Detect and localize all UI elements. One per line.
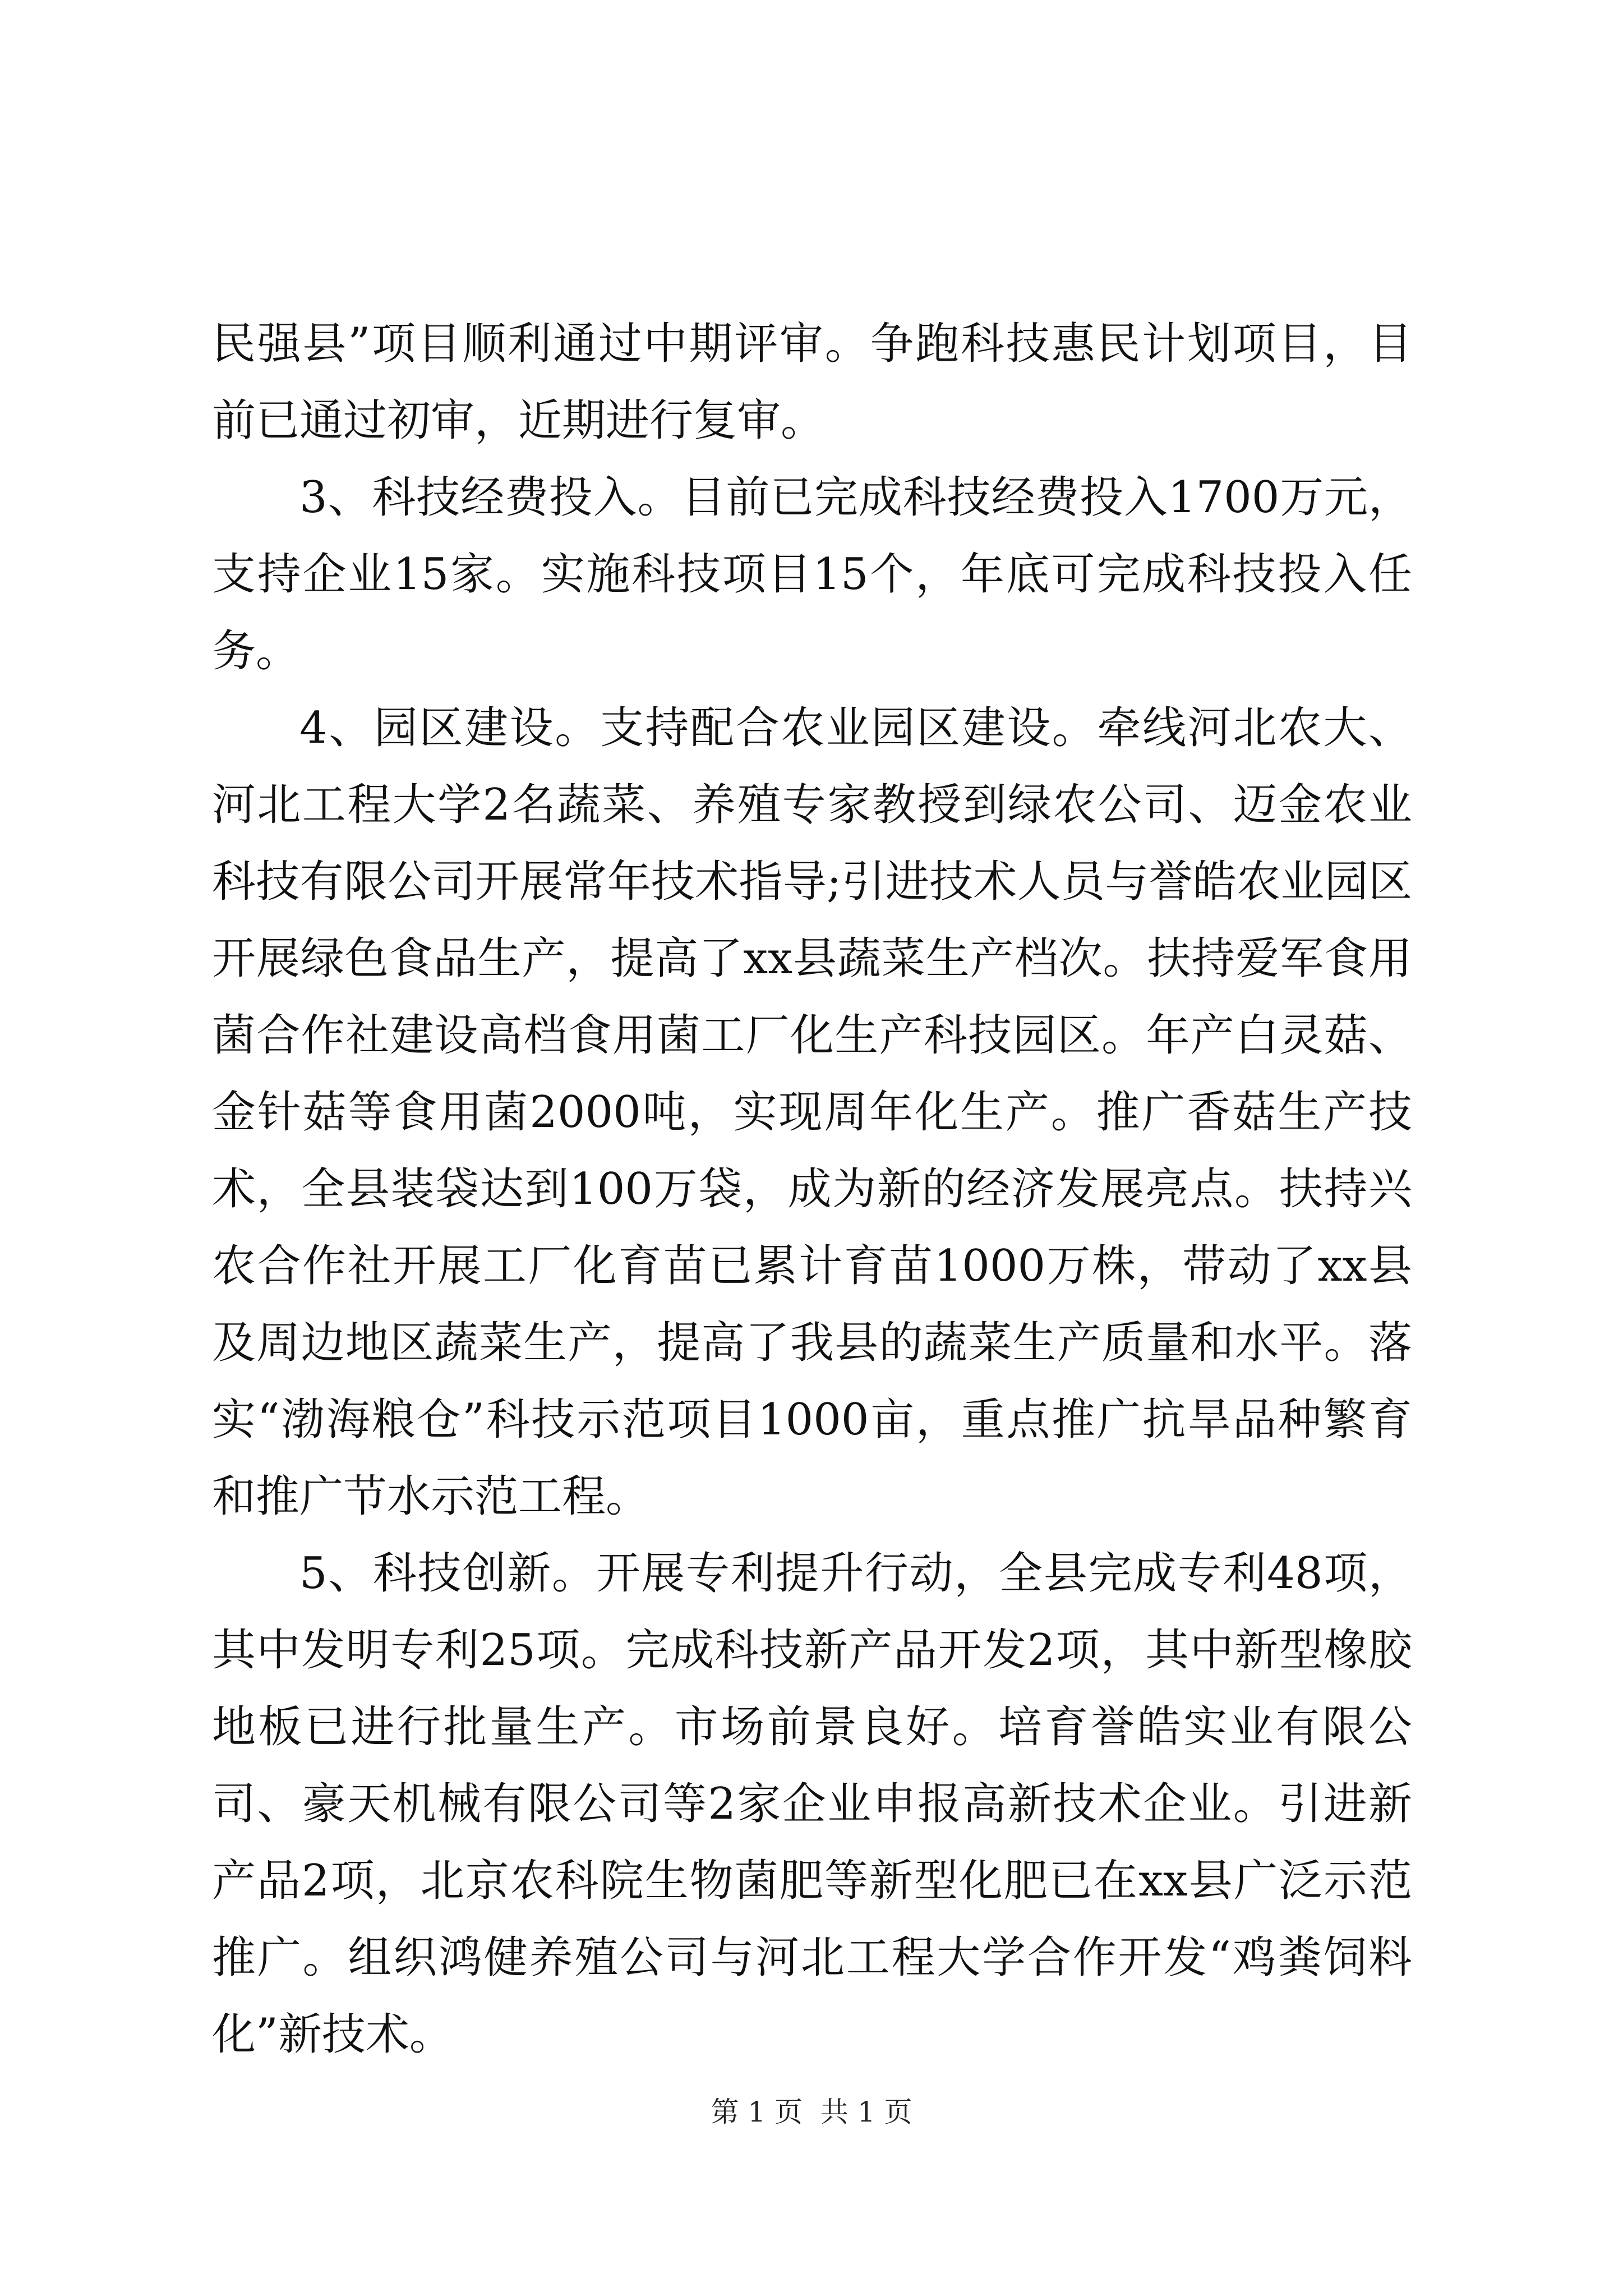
- paragraph-innovation: 5、科技创新。开展专利提升行动，全县完成专利48项，其中发明专利25项。完成科技新产品开发2项，其中新型橡胶地板已进行批量生产。市场前景良好。培育誉皓实业有限公司、豪天机械有限公司等2家企业申报高新技术企业。引进新产品2项，北京农科院生物菌肥等新型化肥已在xx县广泛示范推广。组织鸿健养殖公司与河北工程大学合作开发“鸡粪饲料化”新技术。: [212, 1548, 1412, 2060]
- page-number: 第 1 页 共 1 页: [711, 2096, 912, 2128]
- page-footer: [0, 2095, 1623, 2129]
- paragraph-park-construction: 4、园区建设。支持配合农业园区建设。牵线河北农大、河北工程大学2名蔬菜、养殖专家教授到绿农公司、迈金农业科技有限公司开展常年技术指导;引进技术人员与誉皓农业园区开展绿色食品生产，提高了xx县蔬菜生产档次。扶持爱军食用菌合作社建设高档食用菌工厂化生产科技园区。年产白灵菇、金针菇等食用菌2000吨，实现周年化生产。推广香菇生产技术，全县装袋达到100万袋，成为新的经济发展亮点。扶持兴农合作社开展工厂化育苗已累计育苗1000万株，带动了xx县及周边地区蔬菜生产，提高了我县的蔬菜生产质量和水平。落实“渤海粮仓”科技示范项目1000亩，重点推广抗旱品种繁育和推广节水示范工程。: [212, 703, 1412, 1522]
- document-body: [212, 306, 1412, 2073]
- paragraph-continued: 民强县”项目顺利通过中期评审。争跑科技惠民计划项目，目前已通过初审，近期进行复审。: [212, 319, 1412, 446]
- paragraph-funding: 3、科技经费投入。目前已完成科技经费投入1700万元，支持企业15家。实施科技项目15个，年底可完成科技投入任务。: [212, 472, 1412, 677]
